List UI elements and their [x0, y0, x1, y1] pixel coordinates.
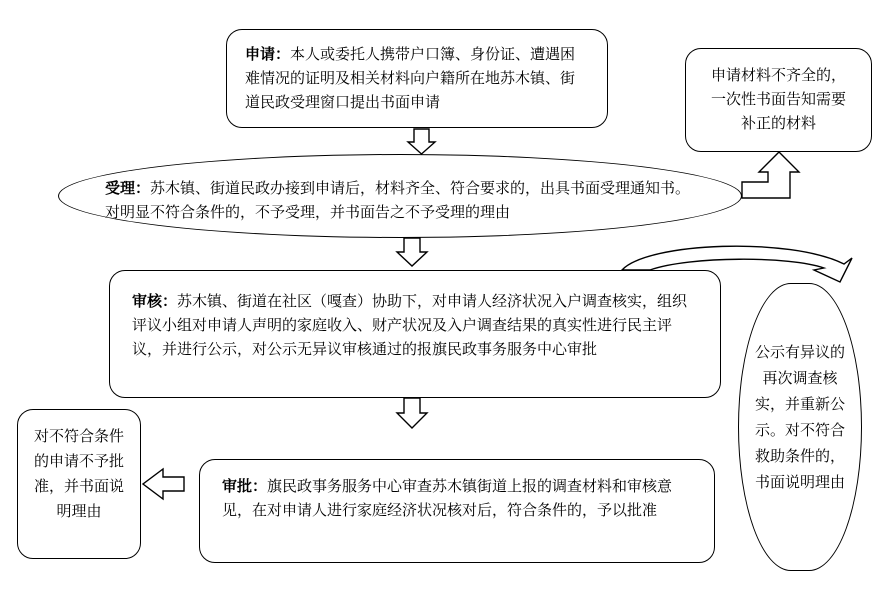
apply-step-label: 申请： — [245, 45, 291, 63]
apply-step-box — [226, 29, 608, 128]
accept-step-box — [58, 154, 742, 238]
objection-note: 公示有异议的再次调查核实，并重新公示。对不符合救助条件的，书面说明理由 — [738, 283, 862, 571]
accept-step-text: 苏木镇、街道民政办接到申请后，材料齐全、符合要求的，出具书面受理通知书。对明显不符合条件的，不予受理，并书面告之不予受理的理由 — [105, 179, 691, 221]
review-step-label: 审核： — [132, 292, 178, 310]
incomplete-materials-note: 申请材料不齐全的，一次性书面告知需要补正的材料 — [685, 48, 872, 152]
review-step-text: 苏木镇、街道在社区（嘎查）协助下，对申请人经济状况入户调查核实，组织评议小组对申请人声明的家庭收入、财产状况及入户调查结果的真实性进行民主评议，并进行公示，对公示无异议审核通过的报旗民政事务服务中心审批 — [132, 292, 688, 358]
bent-arrow-to-incomplete-note — [742, 152, 799, 198]
approve-step-label: 审批： — [222, 477, 268, 495]
down-arrow-1 — [408, 129, 435, 154]
accept-step-label: 受理： — [105, 179, 151, 197]
left-arrow-to-reject-note — [143, 469, 184, 499]
review-step-box — [109, 270, 721, 398]
approve-step-text: 旗民政事务服务中心审查苏木镇街道上报的调查材料和审核意见，在对申请人进行家庭经济状况核对后，符合条件的，予以批准 — [222, 477, 673, 519]
down-arrow-2 — [397, 238, 427, 266]
reject-note: 对不符合条件的申请不予批准，并书面说明理由 — [17, 409, 141, 559]
approve-step-box — [199, 459, 715, 563]
apply-step-text: 本人或委托人携带户口簿、身份证、遭遇困难情况的证明及相关材料向户籍所在地苏木镇、街道民政受理窗口提出书面申请 — [245, 45, 576, 111]
down-arrow-3 — [397, 398, 427, 428]
